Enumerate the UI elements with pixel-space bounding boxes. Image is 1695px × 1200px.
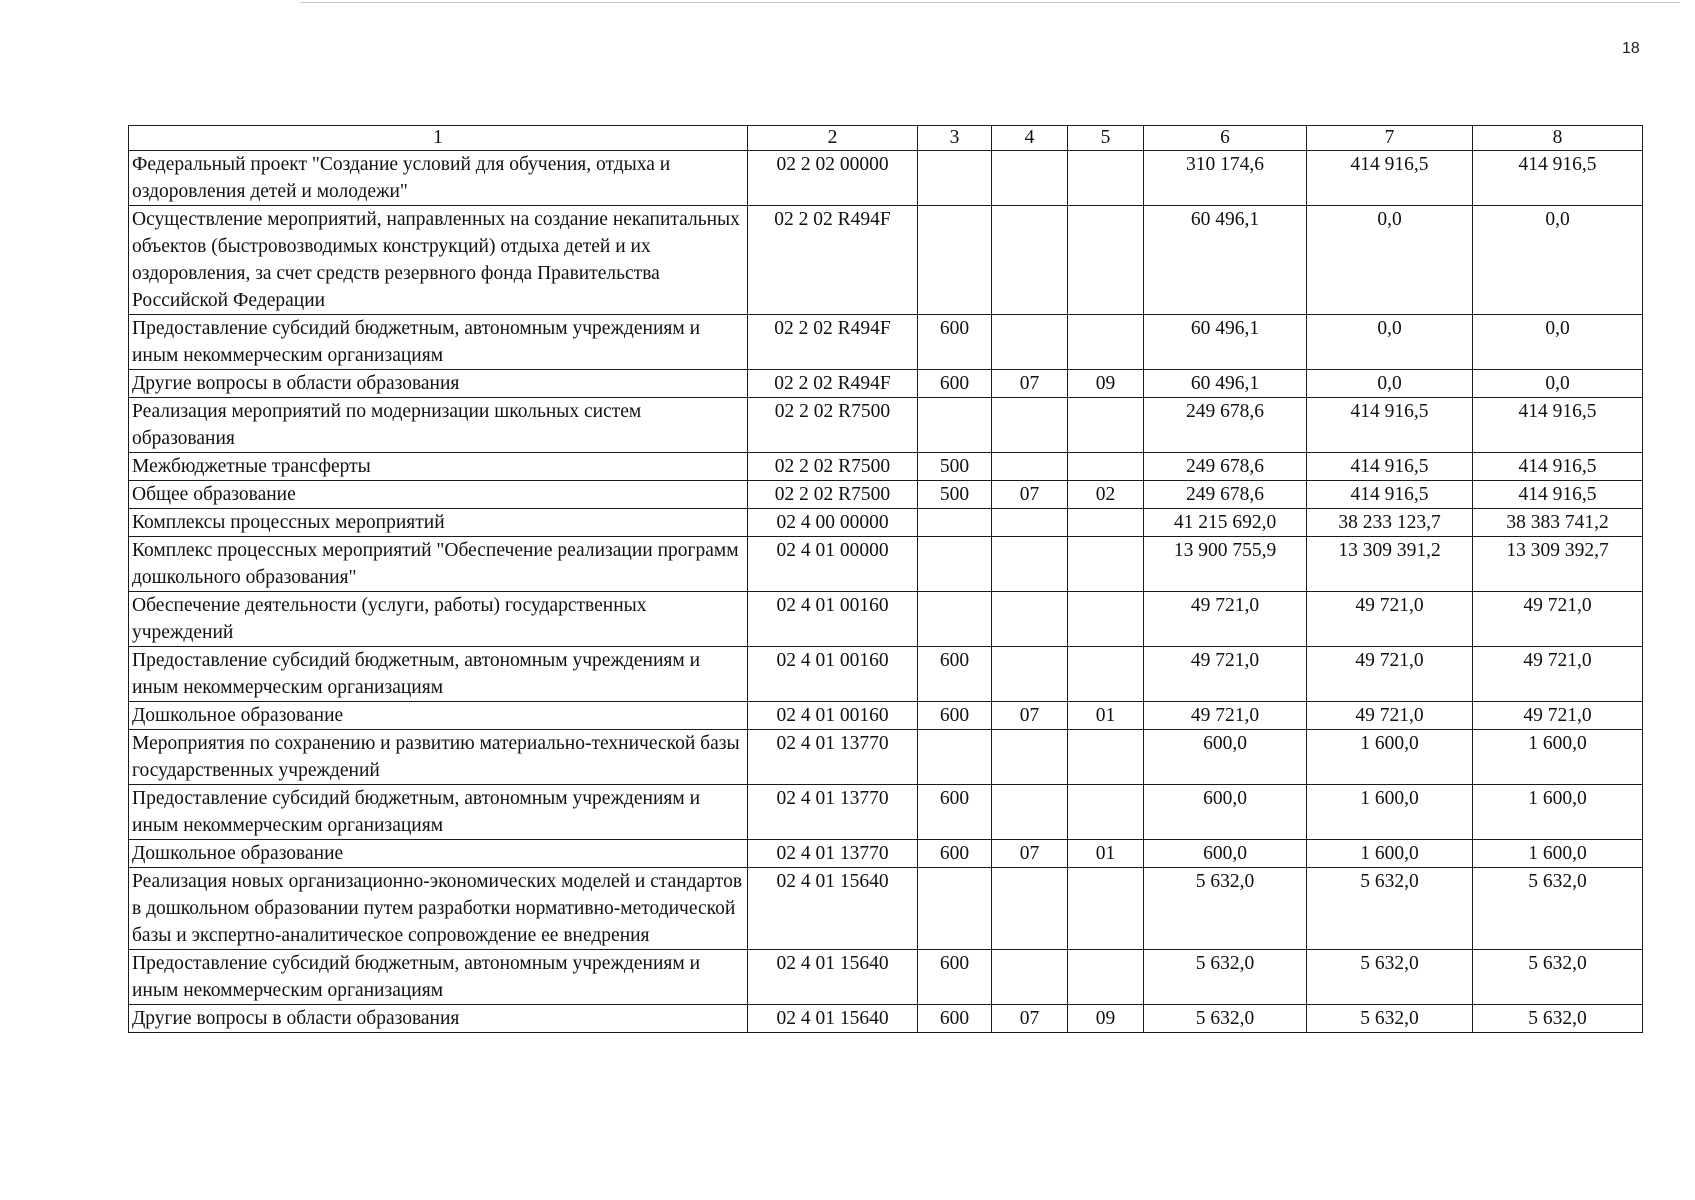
amount-year1-cell: 13 900 755,9 (1144, 537, 1307, 592)
subsection-cell: 02 (1068, 481, 1144, 509)
section-cell: 07 (992, 840, 1068, 868)
amount-year1-cell: 600,0 (1144, 840, 1307, 868)
expense-type-cell: 600 (918, 840, 992, 868)
subsection-cell (1068, 206, 1144, 315)
expense-type-cell (918, 151, 992, 206)
table-row (129, 785, 1643, 840)
amount-year1-cell: 49 721,0 (1144, 647, 1307, 702)
row-name-cell: Федеральный проект "Создание условий для обучения, отдыха и оздоровления детей и молодежи" (129, 151, 748, 206)
page-number: 18 (1622, 40, 1640, 57)
subsection-cell (1068, 315, 1144, 370)
amount-year3-cell: 49 721,0 (1473, 702, 1643, 730)
table-row (129, 840, 1643, 868)
amount-year1-cell: 249 678,6 (1144, 453, 1307, 481)
target-code-cell: 02 2 02 00000 (748, 151, 918, 206)
amount-year1-cell: 60 496,1 (1144, 370, 1307, 398)
table-row (129, 453, 1643, 481)
amount-year2-cell: 414 916,5 (1307, 481, 1473, 509)
row-name-cell: Комплекс процессных мероприятий "Обеспечение реализации программ дошкольного образования" (129, 537, 748, 592)
section-cell (992, 509, 1068, 537)
section-cell (992, 592, 1068, 647)
table-row (129, 151, 1643, 206)
expense-type-cell: 600 (918, 315, 992, 370)
budget-table (128, 125, 1643, 1033)
subsection-cell (1068, 151, 1144, 206)
amount-year1-cell: 310 174,6 (1144, 151, 1307, 206)
section-cell (992, 950, 1068, 1005)
target-code-cell: 02 4 01 00000 (748, 537, 918, 592)
col-header-6: 6 (1144, 126, 1307, 151)
expense-type-cell (918, 509, 992, 537)
row-name-cell: Межбюджетные трансферты (129, 453, 748, 481)
amount-year2-cell: 0,0 (1307, 370, 1473, 398)
col-header-5: 5 (1068, 126, 1144, 151)
expense-type-cell: 600 (918, 370, 992, 398)
amount-year1-cell: 60 496,1 (1144, 206, 1307, 315)
target-code-cell: 02 4 01 13770 (748, 785, 918, 840)
section-cell: 07 (992, 481, 1068, 509)
amount-year1-cell: 41 215 692,0 (1144, 509, 1307, 537)
amount-year2-cell: 5 632,0 (1307, 1005, 1473, 1033)
expense-type-cell (918, 537, 992, 592)
table-row (129, 730, 1643, 785)
row-name-cell: Общее образование (129, 481, 748, 509)
amount-year3-cell: 49 721,0 (1473, 592, 1643, 647)
section-cell: 07 (992, 702, 1068, 730)
subsection-cell (1068, 950, 1144, 1005)
amount-year2-cell: 49 721,0 (1307, 647, 1473, 702)
table-body (129, 151, 1643, 1033)
amount-year1-cell: 60 496,1 (1144, 315, 1307, 370)
subsection-cell: 09 (1068, 370, 1144, 398)
amount-year2-cell: 414 916,5 (1307, 453, 1473, 481)
subsection-cell (1068, 453, 1144, 481)
subsection-cell (1068, 647, 1144, 702)
amount-year3-cell: 1 600,0 (1473, 785, 1643, 840)
amount-year3-cell: 1 600,0 (1473, 730, 1643, 785)
amount-year3-cell: 38 383 741,2 (1473, 509, 1643, 537)
amount-year1-cell: 5 632,0 (1144, 868, 1307, 950)
subsection-cell (1068, 398, 1144, 453)
subsection-cell: 09 (1068, 1005, 1144, 1033)
section-cell (992, 206, 1068, 315)
table-row (129, 206, 1643, 315)
amount-year1-cell: 5 632,0 (1144, 1005, 1307, 1033)
amount-year2-cell: 1 600,0 (1307, 785, 1473, 840)
expense-type-cell: 600 (918, 785, 992, 840)
section-cell (992, 315, 1068, 370)
amount-year2-cell: 414 916,5 (1307, 398, 1473, 453)
row-name-cell: Предоставление субсидий бюджетным, автономным учреждениям и иным некоммерческим организациям (129, 647, 748, 702)
section-cell: 07 (992, 370, 1068, 398)
amount-year3-cell: 13 309 392,7 (1473, 537, 1643, 592)
amount-year1-cell: 249 678,6 (1144, 481, 1307, 509)
amount-year2-cell: 0,0 (1307, 206, 1473, 315)
expense-type-cell: 600 (918, 950, 992, 1005)
row-name-cell: Предоставление субсидий бюджетным, автономным учреждениям и иным некоммерческим организациям (129, 785, 748, 840)
target-code-cell: 02 4 00 00000 (748, 509, 918, 537)
subsection-cell: 01 (1068, 840, 1144, 868)
col-header-4: 4 (992, 126, 1068, 151)
target-code-cell: 02 2 02 R494F (748, 370, 918, 398)
amount-year3-cell: 414 916,5 (1473, 453, 1643, 481)
target-code-cell: 02 2 02 R7500 (748, 398, 918, 453)
amount-year2-cell: 5 632,0 (1307, 950, 1473, 1005)
col-header-2: 2 (748, 126, 918, 151)
subsection-cell (1068, 730, 1144, 785)
amount-year3-cell: 414 916,5 (1473, 481, 1643, 509)
target-code-cell: 02 4 01 13770 (748, 730, 918, 785)
table-row (129, 481, 1643, 509)
amount-year2-cell: 0,0 (1307, 315, 1473, 370)
amount-year1-cell: 49 721,0 (1144, 702, 1307, 730)
amount-year1-cell: 600,0 (1144, 730, 1307, 785)
row-name-cell: Комплексы процессных мероприятий (129, 509, 748, 537)
section-cell (992, 151, 1068, 206)
amount-year2-cell: 1 600,0 (1307, 730, 1473, 785)
section-cell (992, 730, 1068, 785)
target-code-cell: 02 4 01 13770 (748, 840, 918, 868)
target-code-cell: 02 4 01 15640 (748, 950, 918, 1005)
amount-year3-cell: 5 632,0 (1473, 950, 1643, 1005)
row-name-cell: Мероприятия по сохранению и развитию материально-технической базы государственных учреждений (129, 730, 748, 785)
col-header-3: 3 (918, 126, 992, 151)
amount-year3-cell: 0,0 (1473, 206, 1643, 315)
col-header-7: 7 (1307, 126, 1473, 151)
expense-type-cell (918, 730, 992, 785)
section-cell (992, 398, 1068, 453)
col-header-8: 8 (1473, 126, 1643, 151)
row-name-cell: Обеспечение деятельности (услуги, работы) государственных учреждений (129, 592, 748, 647)
expense-type-cell: 500 (918, 453, 992, 481)
scan-edge-line (300, 2, 1680, 3)
amount-year2-cell: 1 600,0 (1307, 840, 1473, 868)
amount-year1-cell: 49 721,0 (1144, 592, 1307, 647)
amount-year2-cell: 49 721,0 (1307, 592, 1473, 647)
section-cell (992, 453, 1068, 481)
row-name-cell: Предоставление субсидий бюджетным, автономным учреждениям и иным некоммерческим организациям (129, 315, 748, 370)
table-row (129, 509, 1643, 537)
row-name-cell: Предоставление субсидий бюджетным, автономным учреждениям и иным некоммерческим организациям (129, 950, 748, 1005)
table-row (129, 315, 1643, 370)
target-code-cell: 02 2 02 R494F (748, 206, 918, 315)
table-row (129, 868, 1643, 950)
section-cell: 07 (992, 1005, 1068, 1033)
expense-type-cell (918, 592, 992, 647)
expense-type-cell: 500 (918, 481, 992, 509)
target-code-cell: 02 2 02 R7500 (748, 481, 918, 509)
amount-year3-cell: 5 632,0 (1473, 1005, 1643, 1033)
target-code-cell: 02 4 01 15640 (748, 1005, 918, 1033)
column-number-row (129, 126, 1643, 151)
expense-type-cell: 600 (918, 1005, 992, 1033)
amount-year2-cell: 5 632,0 (1307, 868, 1473, 950)
row-name-cell: Другие вопросы в области образования (129, 370, 748, 398)
target-code-cell: 02 4 01 00160 (748, 592, 918, 647)
amount-year3-cell: 49 721,0 (1473, 647, 1643, 702)
amount-year2-cell: 38 233 123,7 (1307, 509, 1473, 537)
row-name-cell: Дошкольное образование (129, 840, 748, 868)
row-name-cell: Другие вопросы в области образования (129, 1005, 748, 1033)
section-cell (992, 537, 1068, 592)
subsection-cell (1068, 785, 1144, 840)
table-row (129, 537, 1643, 592)
target-code-cell: 02 4 01 00160 (748, 702, 918, 730)
target-code-cell: 02 4 01 15640 (748, 868, 918, 950)
amount-year2-cell: 49 721,0 (1307, 702, 1473, 730)
table-row (129, 950, 1643, 1005)
amount-year2-cell: 13 309 391,2 (1307, 537, 1473, 592)
subsection-cell (1068, 592, 1144, 647)
subsection-cell: 01 (1068, 702, 1144, 730)
target-code-cell: 02 2 02 R7500 (748, 453, 918, 481)
subsection-cell (1068, 509, 1144, 537)
section-cell (992, 785, 1068, 840)
row-name-cell: Реализация мероприятий по модернизации школьных систем образования (129, 398, 748, 453)
amount-year2-cell: 414 916,5 (1307, 151, 1473, 206)
expense-type-cell (918, 398, 992, 453)
table-row (129, 702, 1643, 730)
amount-year3-cell: 0,0 (1473, 370, 1643, 398)
amount-year1-cell: 249 678,6 (1144, 398, 1307, 453)
row-name-cell: Осуществление мероприятий, направленных на создание некапитальных объектов (быстровозводимых конструкций) отдыха детей и их оздоровления, за счет средств резервного фонда Правительства Российской Федерации (129, 206, 748, 315)
section-cell (992, 868, 1068, 950)
expense-type-cell: 600 (918, 702, 992, 730)
table-row (129, 1005, 1643, 1033)
amount-year1-cell: 600,0 (1144, 785, 1307, 840)
amount-year1-cell: 5 632,0 (1144, 950, 1307, 1005)
table-row (129, 592, 1643, 647)
col-header-1: 1 (129, 126, 748, 151)
target-code-cell: 02 2 02 R494F (748, 315, 918, 370)
subsection-cell (1068, 868, 1144, 950)
amount-year3-cell: 414 916,5 (1473, 398, 1643, 453)
table-row (129, 647, 1643, 702)
amount-year3-cell: 414 916,5 (1473, 151, 1643, 206)
amount-year3-cell: 1 600,0 (1473, 840, 1643, 868)
row-name-cell: Реализация новых организационно-экономических моделей и стандартов в дошкольном образовании путем разработки нормативно-методической базы и экспертно-аналитическое сопровождение ее внедрения (129, 868, 748, 950)
table-row (129, 370, 1643, 398)
section-cell (992, 647, 1068, 702)
subsection-cell (1068, 537, 1144, 592)
row-name-cell: Дошкольное образование (129, 702, 748, 730)
expense-type-cell: 600 (918, 647, 992, 702)
amount-year3-cell: 5 632,0 (1473, 868, 1643, 950)
table-row (129, 398, 1643, 453)
expense-type-cell (918, 868, 992, 950)
amount-year3-cell: 0,0 (1473, 315, 1643, 370)
expense-type-cell (918, 206, 992, 315)
target-code-cell: 02 4 01 00160 (748, 647, 918, 702)
